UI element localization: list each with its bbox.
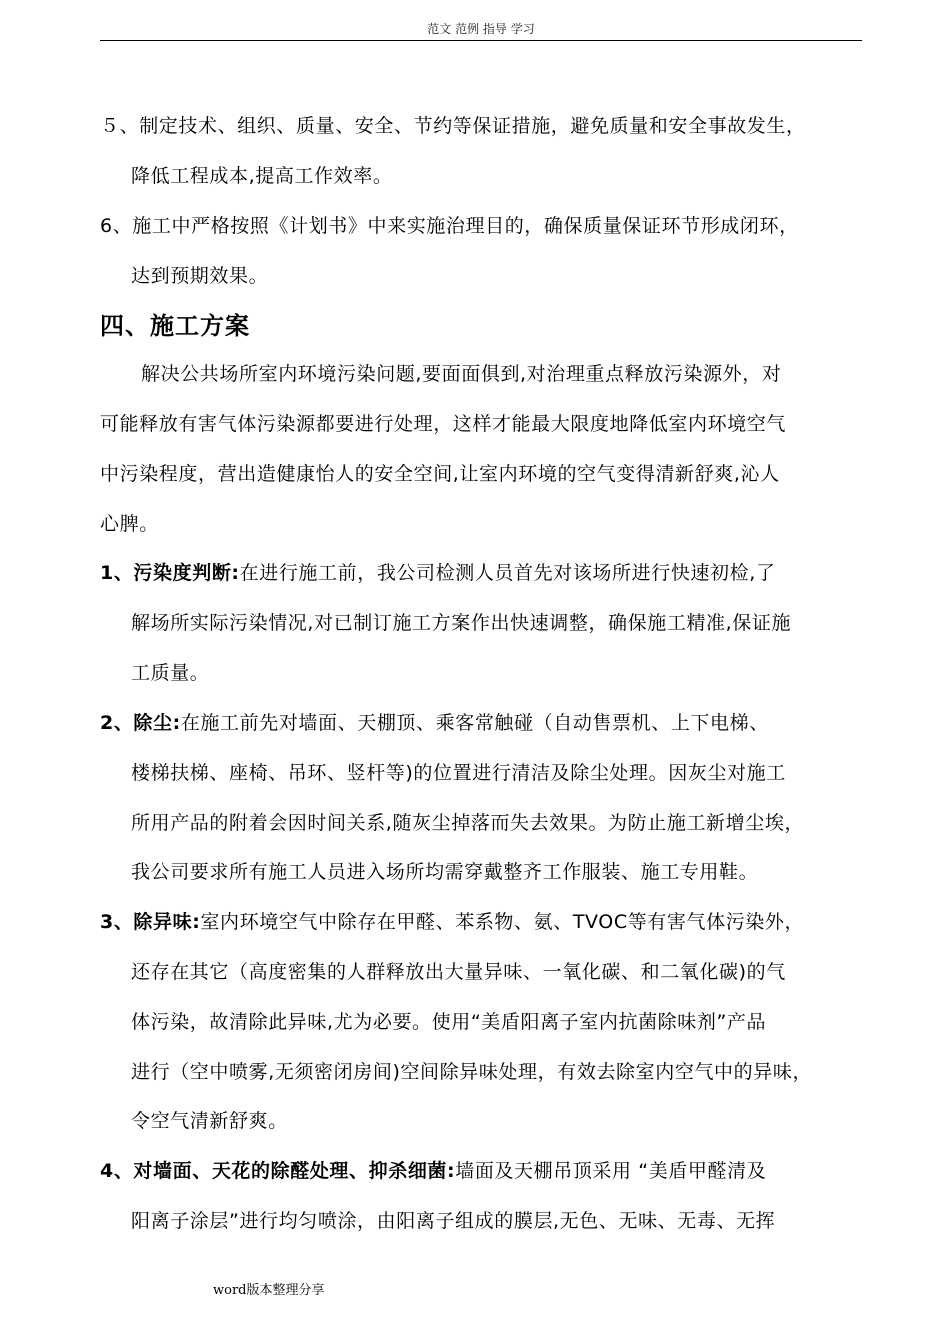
page-header: 范文 范例 指导 学习 — [100, 20, 862, 41]
section-heading: 四、施工方案 — [100, 312, 250, 340]
item-4-line-2: 阳离子涂层”进行均匀喷涂，由阳离子组成的膜层,无色、无味、无毒、无挥 — [131, 1210, 776, 1232]
item-3-line-3: 体污染，故清除此异味,尤为必要。使用“美盾阳离子室内抗菌除味剂”产品 — [131, 1011, 767, 1033]
item-5-line-2: 降低工程成本,提高工作效率。 — [131, 165, 393, 187]
item-1-line-1 — [100, 558, 872, 588]
item-2-line-4: 我公司要求所有施工人员进入场所均需穿戴整齐工作服装、施工专用鞋。 — [131, 861, 759, 883]
item-3-line-2: 还存在其它（高度密集的人群释放出大量异味、一氧化碳、和二氧化碳)的气 — [131, 961, 786, 983]
item-1-line-2: 解场所实际污染情况,对已制订施工方案作出快速调整，确保施工精准,保证施 — [131, 612, 792, 634]
page-footer: word版本整理分享 — [213, 1283, 325, 1298]
item-4-line-1 — [100, 1156, 872, 1186]
item-2-label: 2、除尘: — [100, 712, 181, 734]
intro-line-3: 中污染程度，营出造健康怡人的安全空间,让室内环境的空气变得清新舒爽,沁人 — [100, 463, 780, 485]
item-2-text: 在施工前先对墙面、天棚顶、乘客常触碰（自动售票机、上下电梯、 — [180, 712, 769, 734]
item-6-line-1: 6、施工中严格按照《计划书》中来实施治理目的，确保质量保证环节形成闭环， — [100, 215, 799, 237]
item-1-line-3: 工质量。 — [131, 662, 210, 684]
item-3-line-4: 进行（空中喷雾,无须密闭房间)空间除异味处理，有效去除室内空气中的异味， — [131, 1061, 813, 1083]
item-3-line-1 — [100, 907, 872, 937]
item-6-line-2: 达到预期效果。 — [131, 265, 269, 287]
intro-line-4: 心脾。 — [100, 513, 159, 535]
item-3-line-5: 令空气清新舒爽。 — [131, 1110, 288, 1132]
item-1-label: 1、污染度判断: — [100, 562, 240, 584]
item-5-line-1: ５、制定技术、组织、质量、安全、节约等保证措施，避免质量和安全事故发生， — [100, 115, 806, 137]
intro-line-1: 解决公共场所室内环境污染问题,要面面俱到,对治理重点释放污染源外，对 — [141, 363, 782, 385]
item-3-label: 3、除异味: — [100, 911, 201, 933]
item-1-text: 在进行施工前，我公司检测人员首先对该场所进行快速初检,了 — [239, 562, 776, 584]
item-2-line-1 — [100, 708, 872, 738]
item-2-line-2: 楼梯扶梯、座椅、吊环、竖杆等)的位置进行清洁及除尘处理。因灰尘对施工 — [131, 762, 786, 784]
intro-line-2: 可能释放有害气体污染源都要进行处理，这样才能最大限度地降低室内环境空气 — [100, 413, 787, 435]
item-2-line-3: 所用产品的附着会因时间关系,随灰尘掉落而失去效果。为防止施工新增尘埃， — [131, 812, 805, 834]
item-4-label: 4、对墙面、天花的除醛处理、抑杀细菌: — [100, 1160, 456, 1182]
item-4-text: 墙面及天棚吊顶采用 “美盾甲醛清及 — [455, 1160, 767, 1182]
item-3-text: 室内环境空气中除存在甲醛、苯系物、氨、TVOC等有害气体污染外， — [200, 911, 805, 933]
